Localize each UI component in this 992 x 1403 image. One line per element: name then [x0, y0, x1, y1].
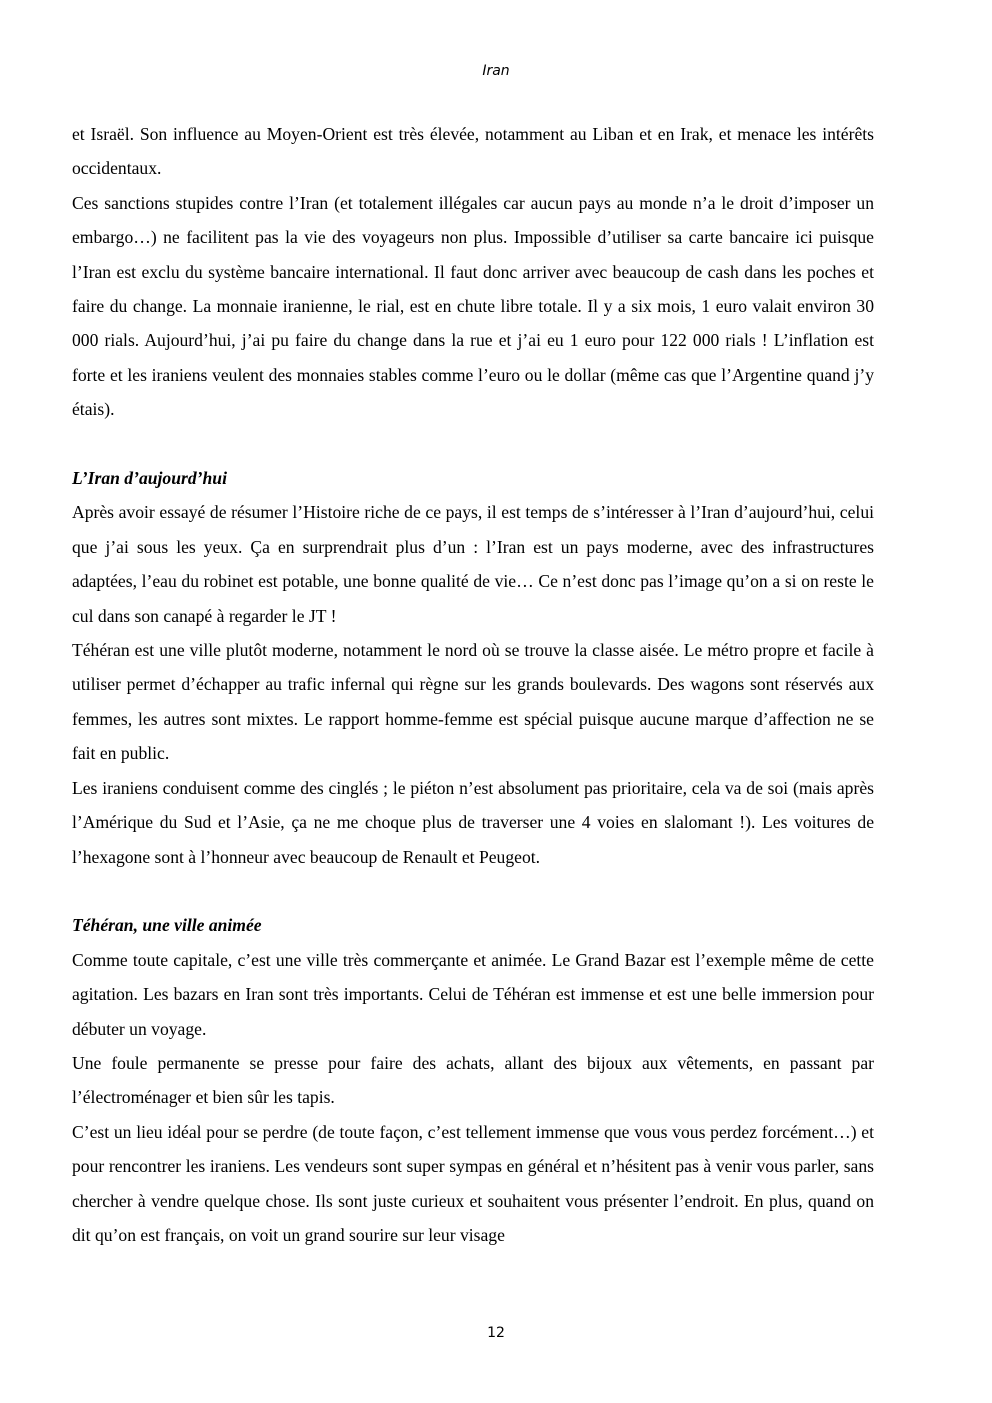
paragraph: et Israël. Son influence au Moyen-Orient est très élevée, notamment au Liban et en Irak, et menace les intérêts occidentaux.: [72, 124, 874, 179]
paragraph: C’est un lieu idéal pour se perdre (de toute façon, c’est tellement immense que vous vous perdez forcément…) et pour rencontrer les iraniens. Les vendeurs sont super sympas en général et n’hésitent pas à venir vous parler, sans chercher à vendre quelque chose. Ils sont juste curieux et souhaitent vous présenter l’endroit. En plus, quand on dit qu’on est français, on voit un grand sourire sur leur visage: [72, 1121, 874, 1245]
blank-line: [72, 874, 874, 908]
running-header: Iran: [482, 63, 510, 79]
section-heading-iran-today: L’Iran d’aujourd’hui: [72, 468, 227, 489]
paragraph: Une foule permanente se presse pour faire des achats, allant des bijoux aux vêtements, en passant par l’électroménager et bien sûr les tapis.: [72, 1052, 874, 1108]
paragraph: Téhéran est une ville plutôt moderne, notamment le nord où se trouve la classe aisée. Le métro propre et facile à utiliser permet d’échapper au trafic infernal qui règne sur les grands boulevards. Des wagons sont réservés aux femmes, les autres sont mixtes. Le rapport homme-femme est spécial puisque aucune marque d’affection ne se fait en public.: [72, 640, 874, 764]
blank-line: [72, 427, 874, 461]
section-heading-tehran: Téhéran, une ville animée: [72, 915, 262, 936]
paragraph: Ces sanctions stupides contre l’Iran (et totalement illégales car aucun pays au monde n’a le droit d’imposer un embargo…) ne facilitent pas la vie des voyageurs non plus. Impossible d’utiliser sa carte bancaire ici puisque l’Iran est exclu du système bancaire international. Il faut donc arriver avec beaucoup de cash dans les poches et faire du change. La monnaie iranienne, le rial, est en chute libre totale. Il y a six mois, 1 euro valait environ 30 000 rials. Aujourd’hui, j’ai pu faire du change dans la rue et j’ai eu 1 euro pour 122 000 rials ! L’inflation est forte et les iraniens veulent des monnaies stables comme l’euro ou le dollar (même cas que l’Argentine quand j’y étais).: [72, 192, 874, 420]
paragraph: Après avoir essayé de résumer l’Histoire riche de ce pays, il est temps de s’intéresser à l’Iran d’aujourd’hui, celui que j’ai sous les yeux. Ça en surprendrait plus d’un : l’Iran est un pays moderne, avec des infrastructures adaptées, l’eau du robinet est potable, une bonne qualité de vie… Ce n’est donc pas l’image qu’on a si on reste le cul dans son canapé à regarder le JT !: [72, 502, 874, 626]
paragraph: Comme toute capitale, c’est une ville très commerçante et animée. Le Grand Bazar est l’exemple même de cette agitation. Les bazars en Iran sont très importants. Celui de Téhéran est immense et est une belle immersion pour débuter un voyage.: [72, 949, 874, 1039]
page-body: [72, 117, 874, 1252]
paragraph: Les iraniens conduisent comme des cinglés ; le piéton n’est absolument pas prioritaire, cela va de soi (mais après l’Amérique du Sud et l’Asie, ça ne me choque plus de traverser une 4 voies en slalomant !). Les voitures de l’hexagone sont à l’honneur avec beaucoup de Renault et Peugeot.: [72, 777, 874, 867]
page-number: 12: [487, 1325, 505, 1341]
